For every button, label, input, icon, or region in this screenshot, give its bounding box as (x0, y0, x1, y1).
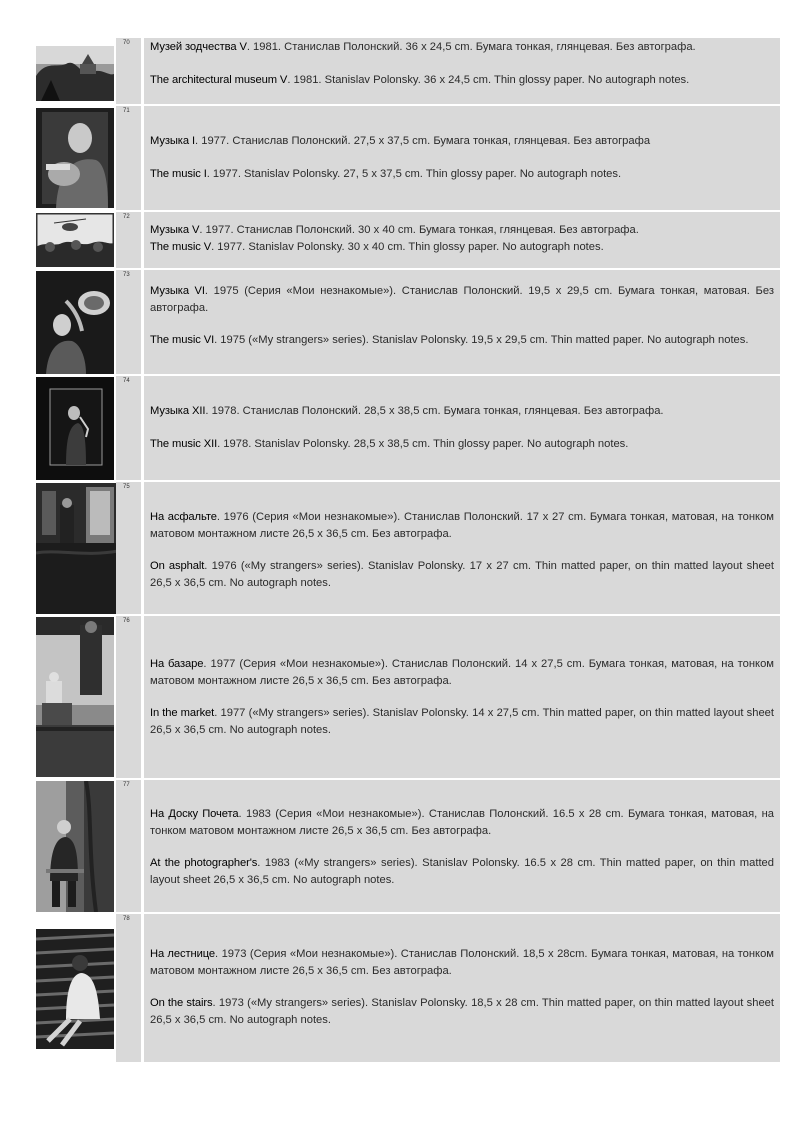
entry-description-cell (144, 914, 780, 1062)
entry-description-cell (144, 616, 780, 778)
entry-number-cell (116, 616, 141, 778)
title-en: The music V (150, 241, 212, 253)
catalog-entry (34, 616, 780, 778)
details-en: . 1977 («My strangers» series). Stanislav Polonsky. 14 x 27,5 cm. Thin matted paper, on thin matted layout sheet 26,5 x 36,5 cm. No autograph notes. (150, 707, 774, 736)
catalog-entry (34, 106, 780, 210)
description-ru (150, 403, 774, 420)
entry-number-cell (116, 376, 141, 480)
photo-cell (34, 38, 116, 104)
details-en: . 1976 («My strangers» series). Stanislav Polonsky. 17 x 27 cm. Thin matted paper, on thin matted layout sheet 26,5 x 36,5 cm. No autograph notes. (150, 560, 774, 589)
entry-number: 75 (123, 484, 130, 490)
title-en: On asphalt (150, 560, 205, 572)
details-ru: . 1975 (Серия «Мои незнакомые»). Станислав Полонский. 19,5 x 29,5 cm. Бумага тонкая, матовая. Без автографа. (150, 285, 774, 314)
details-ru: . 1977 (Серия «Мои незнакомые»). Станислав Полонский. 14 x 27,5 cm. Бумага тонкая, матовая, на тонком матовом монтажном листе 26,5 x 36,5 cm. Без автографа. (150, 658, 774, 687)
entry-description-cell (144, 482, 780, 614)
catalog-entry (34, 38, 780, 104)
details-ru: . 1976 (Серия «Мои незнакомые»). Станислав Полонский. 17 x 27 cm. Бумага тонкая, матовая, на тонком матовом монтажном листе 26,5 x 36,5 cm. Без автографа. (150, 511, 774, 540)
entry-number: 74 (123, 378, 130, 384)
photo-cell (34, 616, 116, 778)
details-ru: . 1981. Станислав Полонский. 36 x 24,5 cm. Бумага тонкая, глянцевая. Без автографа. (246, 41, 696, 53)
entry-number-cell (116, 106, 141, 210)
title-ru: Музыка I (150, 135, 195, 147)
catalog-entry (34, 212, 780, 268)
description-ru (150, 946, 774, 980)
entry-number: 73 (123, 272, 130, 278)
description-en (150, 239, 774, 256)
details-en: . 1977. Stanislav Polonsky. 27, 5 x 37,5 cm. Thin glossy paper. No autograph notes. (206, 168, 622, 180)
entry-number-cell (116, 780, 141, 912)
photo-cell (34, 376, 116, 480)
details-en: . 1983 («My strangers» series). Stanislav Polonsky. 16.5 x 28 cm. Thin matted paper, on thin matted layout sheet 26,5 x 36,5 cm. No autograph notes. (150, 857, 774, 886)
title-en: The architectural museum V (150, 74, 288, 86)
title-ru: Музей зодчества V (150, 41, 247, 53)
photo-cell (34, 212, 116, 268)
entry-description-cell (144, 212, 780, 268)
photo-cell (34, 270, 116, 374)
entry-number: 72 (123, 214, 130, 220)
catalog-entry (34, 376, 780, 480)
entry-description-cell (144, 106, 780, 210)
description-en (150, 855, 774, 889)
entry-number-cell (116, 38, 141, 104)
title-ru: На лестнице (150, 948, 216, 960)
entry-number: 71 (123, 108, 130, 114)
title-ru: На асфальте (150, 511, 217, 523)
description-ru (150, 806, 774, 840)
music-trumpeter-photo (36, 108, 114, 208)
details-en: . 1977. Stanislav Polonsky. 30 x 40 cm. Thin glossy paper. No autograph notes. (211, 241, 604, 253)
catalog-entry (34, 270, 780, 374)
in-the-market-photo (36, 617, 114, 777)
photo-cell (34, 106, 116, 210)
description-en (150, 705, 774, 739)
catalog-entry (34, 482, 780, 614)
description-ru (150, 283, 774, 317)
description-ru (150, 656, 774, 690)
entry-description-cell (144, 780, 780, 912)
description-en (150, 332, 774, 349)
on-the-stairs-photo (36, 929, 114, 1049)
photo-cell (34, 482, 116, 614)
catalog-entry (34, 780, 780, 912)
details-en: . 1975 («My strangers» series). Stanislav Polonsky. 19,5 x 29,5 cm. Thin matted paper. No autograph notes. (214, 334, 749, 346)
description-ru (150, 133, 774, 150)
details-ru: . 1978. Станислав Полонский. 28,5 x 38,5 cm. Бумага тонкая, глянцевая. Без автографа. (205, 405, 664, 417)
description-ru (150, 509, 774, 543)
title-ru: Музыка V (150, 224, 200, 236)
details-ru: . 1983 (Серия «Мои незнакомые»). Станислав Полонский. 16.5 x 28 cm. Бумага тонкая, матовая, на тонком матовом монтажном листе 26,5 x 36,5 cm. Без автографа. (150, 808, 774, 837)
music-saxophone-photo (36, 377, 114, 480)
on-asphalt-photo (36, 483, 118, 614)
title-en: The music I (150, 168, 207, 180)
entry-number: 78 (123, 916, 130, 922)
title-ru: На базаре (150, 658, 204, 670)
title-en: On the stairs (150, 997, 213, 1009)
details-ru: . 1973 (Серия «Мои незнакомые»). Станислав Полонский. 18,5 x 28cm. Бумага тонкая, матовая, на тонком матовом монтажном листе 26,5 x 36,5 cm. Без автографа. (150, 948, 774, 977)
photo-cell (34, 914, 116, 1062)
details-en: . 1981. Stanislav Polonsky. 36 x 24,5 cm. Thin glossy paper. No autograph notes. (287, 74, 690, 86)
entry-number: 70 (123, 40, 130, 46)
entry-number-cell (116, 270, 141, 374)
entry-description-cell (144, 270, 780, 374)
entry-number: 77 (123, 782, 130, 788)
description-en (150, 558, 774, 592)
description-en (150, 436, 774, 453)
photographers-photo (36, 781, 114, 912)
description-en (150, 995, 774, 1029)
entry-number-cell (116, 914, 141, 1062)
music-tuba-photo (36, 271, 114, 374)
title-ru: Музыка VI (150, 285, 205, 297)
architectural-museum-photo (36, 46, 114, 101)
title-en: At the photographer's (150, 857, 258, 869)
entry-number: 76 (123, 618, 130, 624)
entry-number-cell (116, 212, 141, 268)
catalog-entry (34, 914, 780, 1062)
music-helicopter-photo (36, 213, 114, 267)
details-en: . 1973 («My strangers» series). Stanislav Polonsky. 18,5 x 28 cm. Thin matted paper, on thin matted layout sheet 26,5 x 36,5 cm. No autograph notes. (150, 997, 774, 1026)
entry-number-cell (116, 482, 141, 614)
entry-description-cell (144, 376, 780, 480)
title-en: The music XII (150, 438, 218, 450)
title-en: In the market (150, 707, 215, 719)
title-en: The music VI (150, 334, 215, 346)
photo-cell (34, 780, 116, 912)
title-ru: Музыка XII (150, 405, 206, 417)
description-en (150, 166, 774, 183)
title-ru: На Доску Почета (150, 808, 239, 820)
description-ru (150, 39, 774, 56)
description-ru (150, 222, 774, 239)
details-en: . 1978. Stanislav Polonsky. 28,5 x 38,5 cm. Thin glossy paper. No autograph notes. (217, 438, 629, 450)
entry-description-cell (144, 38, 780, 104)
description-en (150, 72, 774, 89)
details-ru: . 1977. Станислав Полонский. 27,5 x 37,5 cm. Бумага тонкая, глянцевая. Без автографа (195, 135, 651, 147)
details-ru: . 1977. Станислав Полонский. 30 x 40 cm. Бумага тонкая, глянцевая. Без автографа. (199, 224, 639, 236)
